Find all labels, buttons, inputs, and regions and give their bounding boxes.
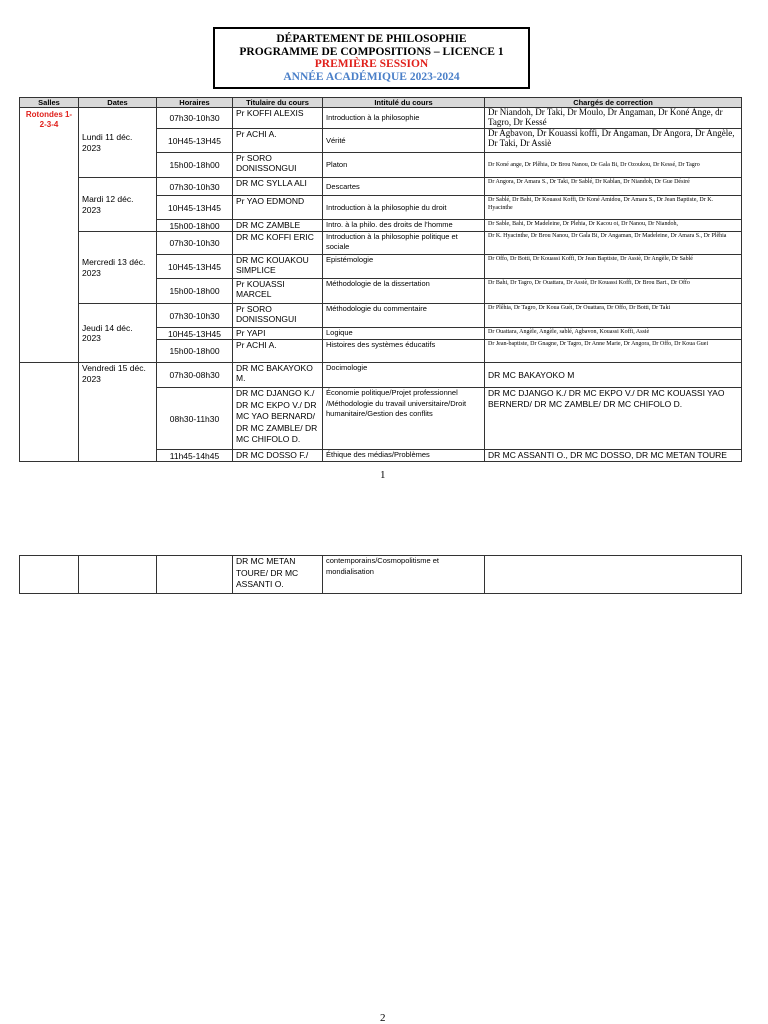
- table-row: [20, 556, 742, 594]
- course-cell: Histoires des systèmes éducatifs: [323, 340, 485, 363]
- professor-cell: Pr YAPI: [233, 328, 323, 340]
- graders-cell-empty: [485, 556, 742, 594]
- schedule-table-continuation: [19, 555, 742, 594]
- professor-cell: Pr SORO DONISSONGUI: [233, 153, 323, 178]
- table-row: [20, 363, 742, 388]
- graders-cell: Dr Bahi, Dr Tagro, Dr Ouattara, Dr Assiè, Dr Kouassi Koffi, Dr Brou Bart., Dr Offo: [485, 279, 742, 304]
- program-title: PROGRAMME DE COMPOSITIONS – LICENCE 1: [239, 45, 504, 58]
- graders-cell: Dr Angora, Dr Amara S., Dr Taki, Dr Sablé, Dr Kablan, Dr Niandoh, Dr Gue Désiré: [485, 178, 742, 196]
- course-cell: Vérité: [323, 129, 485, 153]
- date-cell: Jeudi 14 déc. 2023: [79, 304, 157, 363]
- graders-cell: Dr Agbavon, Dr Kouassi koffi, Dr Angaman, Dr Angora, Dr Angèle, Dr Taki, Dr Assiè: [485, 129, 742, 153]
- professor-cell: DR MC METAN TOURE/ DR MC ASSANTI O.: [233, 556, 323, 594]
- graders-cell: Dr Plêhia, Dr Tagro, Dr Koua Guéi, Dr Ouattara, Dr Offo, Dr Botti, Dr Taki: [485, 304, 742, 328]
- schedule-table: [19, 97, 742, 462]
- professor-cell: DR MC ZAMBLE: [233, 220, 323, 232]
- col-header-intitule: Intitulé du cours: [323, 98, 485, 108]
- table-row: [20, 178, 742, 196]
- time-cell: 10H45-13H45: [157, 328, 233, 340]
- professor-cell: Pr ACHI A.: [233, 340, 323, 363]
- room-cell-empty: [20, 363, 79, 462]
- document-header: [213, 27, 530, 89]
- professor-cell: Pr KOFFI ALEXIS: [233, 108, 323, 129]
- professor-cell: DR MC BAKAYOKO M.: [233, 363, 323, 388]
- time-cell: 15h00-18h00: [157, 279, 233, 304]
- date-cell: Vendredi 15 déc. 2023: [79, 363, 157, 462]
- graders-cell: DR MC ASSANTI O., DR MC DOSSO, DR MC METAN TOURE: [485, 450, 742, 462]
- time-cell: 07h30-10h30: [157, 232, 233, 255]
- professor-cell: DR MC KOUAKOU SIMPLICE: [233, 255, 323, 279]
- course-cell: Epistémologie: [323, 255, 485, 279]
- professor-cell: DR MC KOFFI ERIC: [233, 232, 323, 255]
- page-number-2: 2: [380, 1012, 386, 1024]
- course-cell: Platon: [323, 153, 485, 178]
- table-row: [20, 232, 742, 255]
- date-cell: Mercredi 13 déc. 2023: [79, 232, 157, 304]
- time-cell: 07h30-10h30: [157, 304, 233, 328]
- graders-cell: Dr Offo, Dr Botti, Dr Kouassi Koffi, Dr Jean Baptiste, Dr Assiè, Dr Angèle, Dr Sablé: [485, 255, 742, 279]
- time-cell: 10H45-13H45: [157, 255, 233, 279]
- course-cell: Méthodologie du commentaire: [323, 304, 485, 328]
- department-title: DÉPARTEMENT DE PHILOSOPHIE: [276, 33, 467, 45]
- page-number-1: 1: [380, 469, 386, 481]
- graders-cell: Dr Ouattara, Angèle, Angèle, sablé, Agbavon, Kouassi Koffi, Assiè: [485, 328, 742, 340]
- course-cell: Éthique des médias/Problèmes: [323, 450, 485, 462]
- course-cell: contemporains/Cosmopolitisme et mondialisation: [323, 556, 485, 594]
- room-cell: Rotondes 1-2-3-4: [20, 108, 79, 363]
- time-cell: 10H45-13H45: [157, 196, 233, 220]
- col-header-dates: Dates: [79, 98, 157, 108]
- table-row: [20, 304, 742, 328]
- table-row: [20, 108, 742, 129]
- col-header-titulaire: Titulaire du cours: [233, 98, 323, 108]
- course-cell: Introduction à la philosophie du droit: [323, 196, 485, 220]
- date-cell: Mardi 12 déc. 2023: [79, 178, 157, 232]
- time-cell: 15h00-18h00: [157, 220, 233, 232]
- professor-cell: DR MC DOSSO F./: [233, 450, 323, 462]
- graders-cell: Dr K. Hyacinthe, Dr Brou Nanou, Dr Gala Bi, Dr Angaman, Dr Madeleine, Dr Amara S., Dr Plêhia: [485, 232, 742, 255]
- time-cell: 10H45-13H45: [157, 129, 233, 153]
- graders-cell: Dr Niandoh, Dr Taki, Dr Moulo, Dr Angaman, Dr Koné Ange, dr Tagro, Dr Kessé: [485, 108, 742, 129]
- graders-cell: Dr Jean-baptiste, Dr Gnagne, Dr Tagro, Dr Anne Marie, Dr Angora, Dr Offo, Dr Koua Guei: [485, 340, 742, 363]
- professor-cell: Pr YAO EDMOND: [233, 196, 323, 220]
- time-cell: 15h00-18h00: [157, 153, 233, 178]
- room-cell-empty: [20, 556, 79, 594]
- professor-cell: DR MC SYLLA ALI: [233, 178, 323, 196]
- time-cell: 08h30-11h30: [157, 388, 233, 450]
- time-cell-empty: [157, 556, 233, 594]
- academic-year: ANNÉE ACADÉMIQUE 2023-2024: [283, 70, 460, 83]
- course-cell: Économie politique/Projet professionnel /Méthodologie du travail universitaire/Droit humanitaire/Gestion des conflits: [323, 388, 485, 450]
- col-header-salles: Salles: [20, 98, 79, 108]
- time-cell: 07h30-10h30: [157, 108, 233, 129]
- course-cell: Logique: [323, 328, 485, 340]
- table-header-row: [20, 98, 742, 108]
- course-cell: Méthodologie de la dissertation: [323, 279, 485, 304]
- time-cell: 11h45-14h45: [157, 450, 233, 462]
- course-cell: Introduction à la philosophie: [323, 108, 485, 129]
- professor-cell: Pr ACHI A.: [233, 129, 323, 153]
- course-cell: Descartes: [323, 178, 485, 196]
- professor-cell: Pr KOUASSI MARCEL: [233, 279, 323, 304]
- graders-cell: Dr Sablé, Dr Bahi, Dr Kouassi Koffi, Dr Koné Amidou, Dr Amara S., Dr Jean Baptiste, Dr K. Hyacinthe: [485, 196, 742, 220]
- time-cell: 07h30-10h30: [157, 178, 233, 196]
- time-cell: 15h00-18h00: [157, 340, 233, 363]
- date-cell: Lundi 11 déc. 2023: [79, 108, 157, 178]
- graders-cell: DR MC DJANGO K./ DR MC EKPO V./ DR MC KOUASSI YAO BERNERD/ DR MC ZAMBLE/ DR MC CHIFOLO D.: [485, 388, 742, 450]
- professor-cell: Pr SORO DONISSONGUI: [233, 304, 323, 328]
- course-cell: Introduction à la philosophie politique et sociale: [323, 232, 485, 255]
- col-header-charges: Chargés de correction: [485, 98, 742, 108]
- time-cell: 07h30-08h30: [157, 363, 233, 388]
- session-title: PREMIÈRE SESSION: [314, 58, 429, 70]
- course-cell: Intro. à la philo. des droits de l’homme: [323, 220, 485, 232]
- graders-cell: DR MC BAKAYOKO M: [485, 363, 742, 388]
- course-cell: Docimologie: [323, 363, 485, 388]
- graders-cell: Dr Koné ange, Dr Plêhia, Dr Brou Nanou, Dr Gala Bi, Dr Ozoukou, Dr Kessé, Dr Tagro: [485, 153, 742, 178]
- graders-cell: Dr Sable, Bahi, Dr Madeleine, Dr Plehia, Dr Kacou oi, Dr Nanou, Dr Niandoh,: [485, 220, 742, 232]
- professor-cell: DR MC DJANGO K./ DR MC EKPO V./ DR MC YAO BERNARD/ DR MC ZAMBLE/ DR MC CHIFOLO D.: [233, 388, 323, 450]
- date-cell-empty: [79, 556, 157, 594]
- col-header-horaires: Horaires: [157, 98, 233, 108]
